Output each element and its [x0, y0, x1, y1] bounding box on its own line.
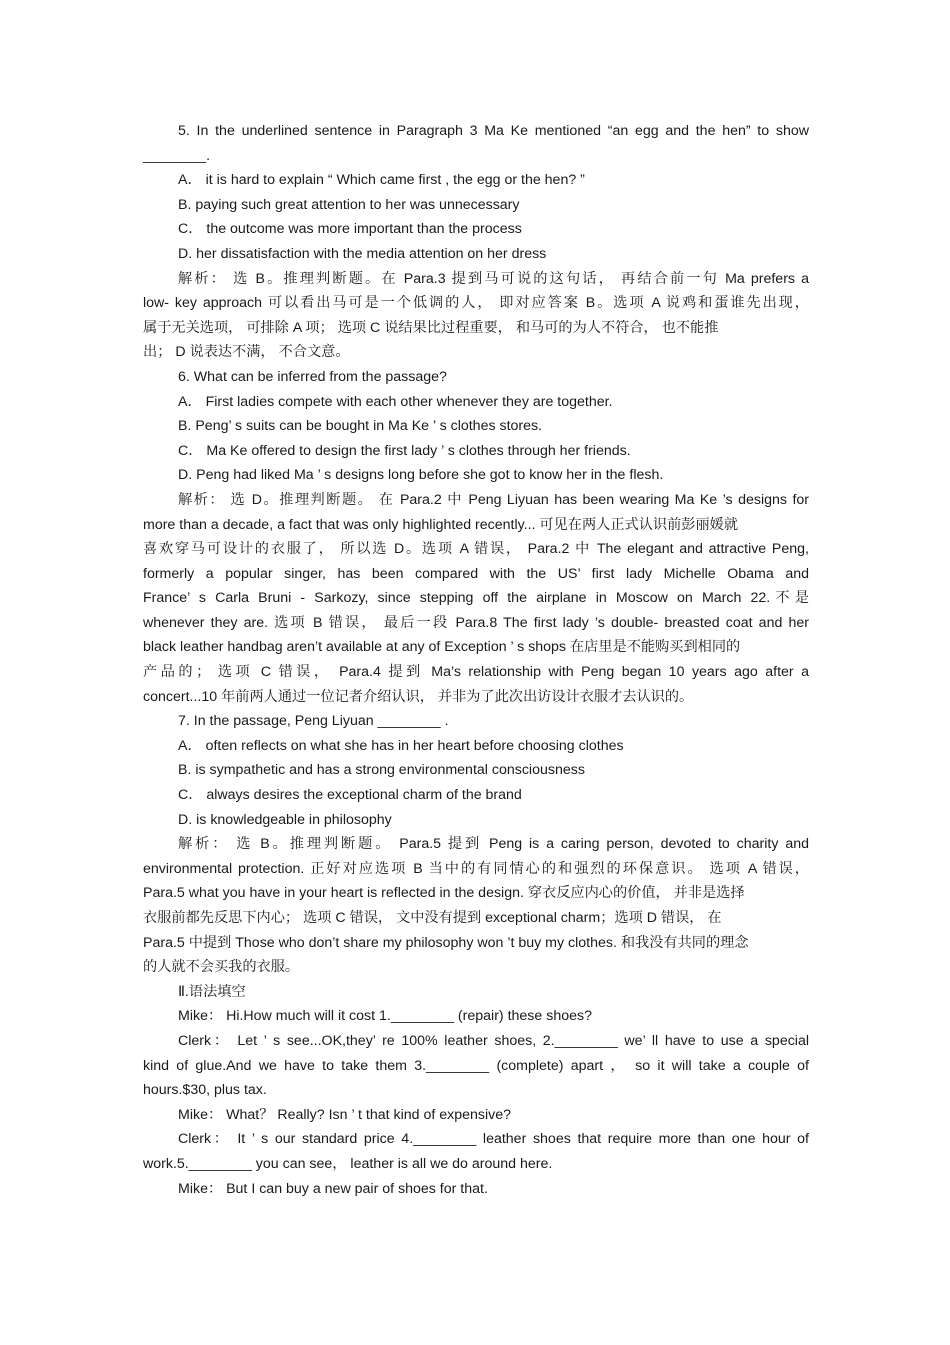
q7-option-b: B. is sympathetic and has a strong environmental consciousness [178, 762, 585, 779]
document-page [143, 119, 809, 1201]
q6-analysis-line: 产品的； 选项 C 错误， Para.4 提到 Ma’s relationship with Peng began 10 years ago after a [143, 664, 809, 681]
q5-analysis-line: 属于无关选项， 可排除 A 项； 选项 C 说结果比过程重要， 和马可的为人不符合， 也不能推 [143, 319, 719, 336]
q5-option-c: C． the outcome was more important than the process [178, 221, 522, 238]
q7-option-d: D. is knowledgeable in philosophy [178, 811, 392, 828]
dialogue-line: work.5.________ you can see， leather is all we do around here. [143, 1155, 553, 1172]
q6-stem: 6. What can be inferred from the passage? [178, 368, 447, 385]
q6-option-c: C． Ma Ke offered to design the first lady ’ s clothes through her friends. [178, 442, 631, 459]
q6-option-a: A． First ladies compete with each other whenever they are together. [178, 393, 613, 410]
q5-stem: 5. In the underlined sentence in Paragraph 3 Ma Ke mentioned “an egg and the hen” to show [178, 123, 809, 139]
q6-analysis-line: whenever they are. 选项 B 错误， 最后一段 Para.8 The first lady ’s double- breasted coat and her [143, 614, 809, 631]
q6-analysis-line: concert...10 年前两人通过一位记者介绍认识， 并非为了此次出访设计衣服才去认识的。 [143, 688, 694, 705]
q7-analysis-line: Para.5 中提到 Those who don’t share my philosophy won ’t buy my clothes. 和我没有共同的理念 [143, 934, 749, 951]
q7-analysis-line: environmental protection. 正好对应选项 B 当中的有同情心的和强烈的环保意识。 选项 A 错误， [143, 860, 809, 877]
q6-analysis-line: more than a decade, a fact that was only highlighted recently... 可见在两人正式认识前彭丽媛就 [143, 516, 739, 533]
q7-option-a: A． often reflects on what she has in her heart before choosing clothes [178, 737, 624, 754]
dialogue-line: Mike： What？ Really? Isn ’ t that kind of expensive? [178, 1106, 512, 1123]
q7-stem: 7. In the passage, Peng Liyuan ________ . [178, 713, 449, 730]
q6-option-b: B. Peng’ s suits can be bought in Ma Ke ’ s clothes stores. [178, 418, 543, 435]
q6-analysis-line: 喜欢穿马可设计的衣服了， 所以选 D。选项 A 错误， Para.2 中 The elegant and attractive Peng, [143, 541, 809, 558]
q6-analysis-line: black leather handbag aren’t available at any of Exception ’ s shops 在店里是不能购买到相同的 [143, 639, 741, 656]
q6-analysis-line: formerly a popular singer, has been compared with the US’ first lady Michelle Obama and [143, 565, 809, 582]
q5-option-a: A． it is hard to explain “ Which came first , the egg or the hen? ” [178, 172, 585, 189]
q5-analysis-line: low- key approach 可以看出马可是一个低调的人， 即对应答案 B。选项 A 说鸡和蛋谁先出现， [143, 295, 809, 312]
dialogue-line: Mike： But I can buy a new pair of shoes for that. [178, 1180, 488, 1197]
q6-option-d: D. Peng had liked Ma ’ s designs long before she got to know her in the flesh. [178, 467, 664, 484]
q5-analysis-line: 出； D 说表达不满， 不合文意。 [143, 344, 350, 361]
q7-analysis-line: 解析： 选 B。推理判断题。 Para.5 提到 Peng is a caring person, devoted to charity and [178, 836, 809, 853]
dialogue-line: Clerk： Let ’ s see...OK,they’ re 100% leather shoes, 2.________ we’ ll have to use a special [178, 1032, 809, 1049]
q5-option-b: B. paying such great attention to her was unnecessary [178, 196, 520, 213]
q6-analysis-line: 解析： 选 D。推理判断题。 在 Para.2 中 Peng Liyuan has been wearing Ma Ke ’s designs for [178, 491, 809, 508]
q7-analysis-line: 衣服前都先反思下内心； 选项 C 错误， 文中没有提到 exceptional charm；选项 D 错误， 在 [143, 910, 722, 926]
q5-analysis-line: 解析： 选 B。推理判断题。在 Para.3 提到马可说的这句话， 再结合前一句 Ma prefers a [178, 270, 809, 287]
dialogue-line: hours.$30, plus tax. [143, 1082, 267, 1099]
q7-option-c: C． always desires the exceptional charm of the brand [178, 787, 522, 804]
q6-analysis-line: France’ s Carla Bruni - Sarkozy, since stepping off the airplane in Moscow on March 22.不是 [143, 590, 809, 607]
dialogue-line: kind of glue.And we have to take them 3.________ (complete) apart ， so it will take a couple of [143, 1057, 809, 1074]
q7-analysis-line: 的人就不会买我的衣服。 [143, 959, 300, 976]
dialogue-line: Clerk： It ’ s our standard price 4.________ leather shoes that require more than one hour of [178, 1131, 809, 1148]
section-title: Ⅱ.语法填空 [178, 983, 246, 1000]
q5-blank: ________. [143, 147, 211, 164]
dialogue-line: Mike： Hi.How much will it cost 1.________ (repair) these shoes? [178, 1008, 592, 1025]
q7-analysis-line: Para.5 what you have in your heart is reflected in the design. 穿衣反应内心的价值， 并非是选择 [143, 885, 745, 902]
q5-option-d: D. her dissatisfaction with the media attention on her dress [178, 245, 547, 262]
